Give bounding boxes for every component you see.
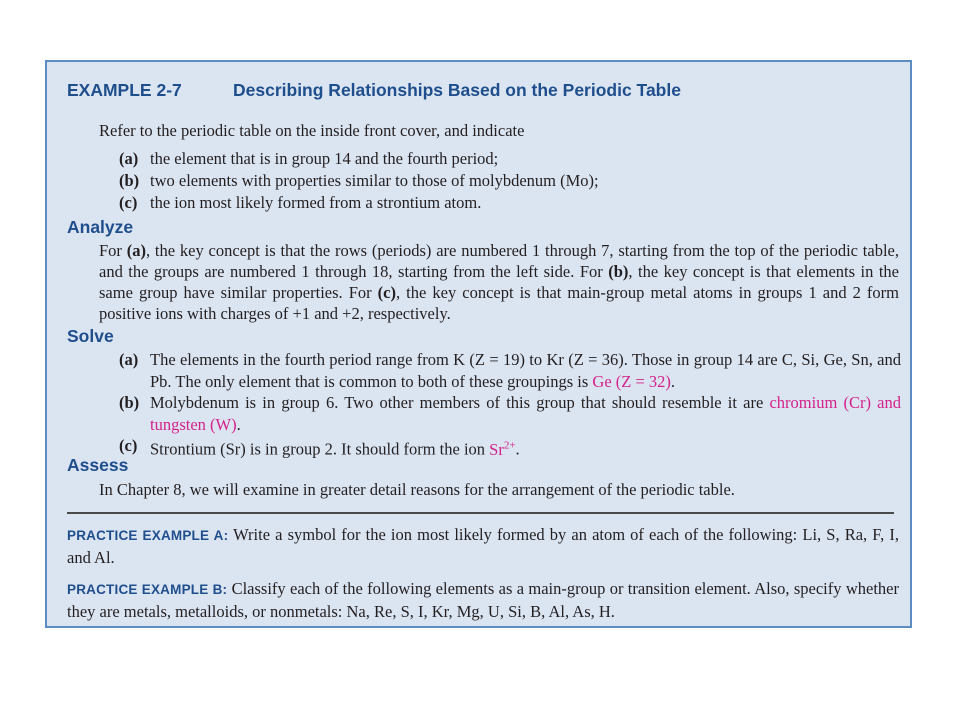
practice-example-b	[67, 578, 899, 623]
solve-heading: Solve	[67, 326, 114, 346]
solve-c-text: Strontium (Sr) is in group 2. It should form the ion	[150, 439, 490, 459]
analyze-text: , the key concept is that main-group metal atoms in groups 1 and 2 form positive ions with charges of +1 and +2, respectively.	[99, 283, 899, 323]
analyze-bold: (a)	[126, 241, 146, 260]
part-b	[119, 170, 599, 192]
assess-heading: Assess	[67, 455, 129, 475]
part-text: the element that is in group 14 and the fourth period;	[150, 149, 499, 168]
practice-text: Write a symbol for the ion most likely formed by an atom of each of the following: Li, S, Ra, F, I, and Al.	[67, 525, 899, 567]
analyze-text: , the key concept is that elements in the same group have similar properties. For	[99, 262, 899, 302]
divider	[67, 512, 894, 514]
solve-a	[119, 349, 901, 392]
assess-text: In Chapter 8, we will examine in greater detail reasons for the arrangement of the periodic table.	[99, 480, 735, 499]
example-heading	[67, 80, 681, 101]
part-a	[119, 148, 599, 170]
example-parts	[119, 148, 599, 214]
punctuation: .	[670, 371, 676, 391]
part-label: (c)	[119, 193, 138, 212]
practice-example-a	[67, 524, 899, 569]
ion-charge: 2+	[503, 439, 516, 451]
practice-text: Classify each of the following elements as a main-group or transition element. Also, specify whether they are metals, metalloids, or nonmetals: Na, Re, S, I, Kr, Mg, U, Si, B, Al, As, H.	[67, 579, 899, 621]
part-label: (b)	[119, 171, 140, 190]
part-text: two elements with properties similar to those of molybdenum (Mo);	[150, 171, 599, 190]
part-c	[119, 192, 599, 214]
punctuation: .	[515, 439, 520, 459]
solve-b	[119, 392, 901, 435]
analyze-heading: Analyze	[67, 217, 134, 237]
solve-text	[150, 349, 901, 392]
analyze-text: , the key concept is that the rows (periods) are numbered 1 through 7, starting from the top of the periodic table, and the groups are numbered 1 through 18, starting from the left side. For	[99, 241, 899, 281]
solve-b-answer: chromium (Cr) and tungsten (W)	[150, 393, 901, 434]
solve-items	[119, 349, 901, 460]
solve-c-answer	[489, 440, 515, 459]
practice-label: PRACTICE EXAMPLE B:	[67, 582, 228, 597]
analyze-bold: (c)	[377, 283, 396, 302]
example-title: Describing Relationships Based on the Periodic Table	[233, 80, 681, 100]
example-box	[45, 60, 912, 628]
solve-a-text: The elements in the fourth period range from K (Z = 19) to Kr (Z = 36). Those in group 14 are C, Si, Ge, Sn, and Pb. The only element that is common to both of these groupings is	[150, 350, 901, 391]
part-label: (a)	[119, 149, 139, 168]
analyze-paragraph	[99, 240, 899, 324]
solve-label: (c)	[119, 436, 138, 455]
solve-label: (b)	[119, 393, 140, 412]
practice-label: PRACTICE EXAMPLE A:	[67, 528, 229, 543]
solve-text	[150, 392, 901, 435]
solve-c	[119, 435, 901, 460]
solve-a-answer: Ge (Z = 32)	[592, 371, 671, 391]
solve-text	[150, 435, 901, 460]
analyze-text: For	[99, 241, 127, 260]
example-intro: Refer to the periodic table on the inside front cover, and indicate	[99, 121, 525, 140]
solve-label: (a)	[119, 350, 139, 369]
ion-symbol: Sr	[489, 439, 504, 459]
example-number: EXAMPLE 2-7	[67, 80, 182, 100]
analyze-bold: (b)	[608, 262, 629, 281]
punctuation: .	[236, 414, 241, 434]
solve-b-text: Molybdenum is in group 6. Two other members of this group that should resemble it are	[150, 393, 770, 412]
part-text: the ion most likely formed from a strontium atom.	[150, 193, 482, 212]
